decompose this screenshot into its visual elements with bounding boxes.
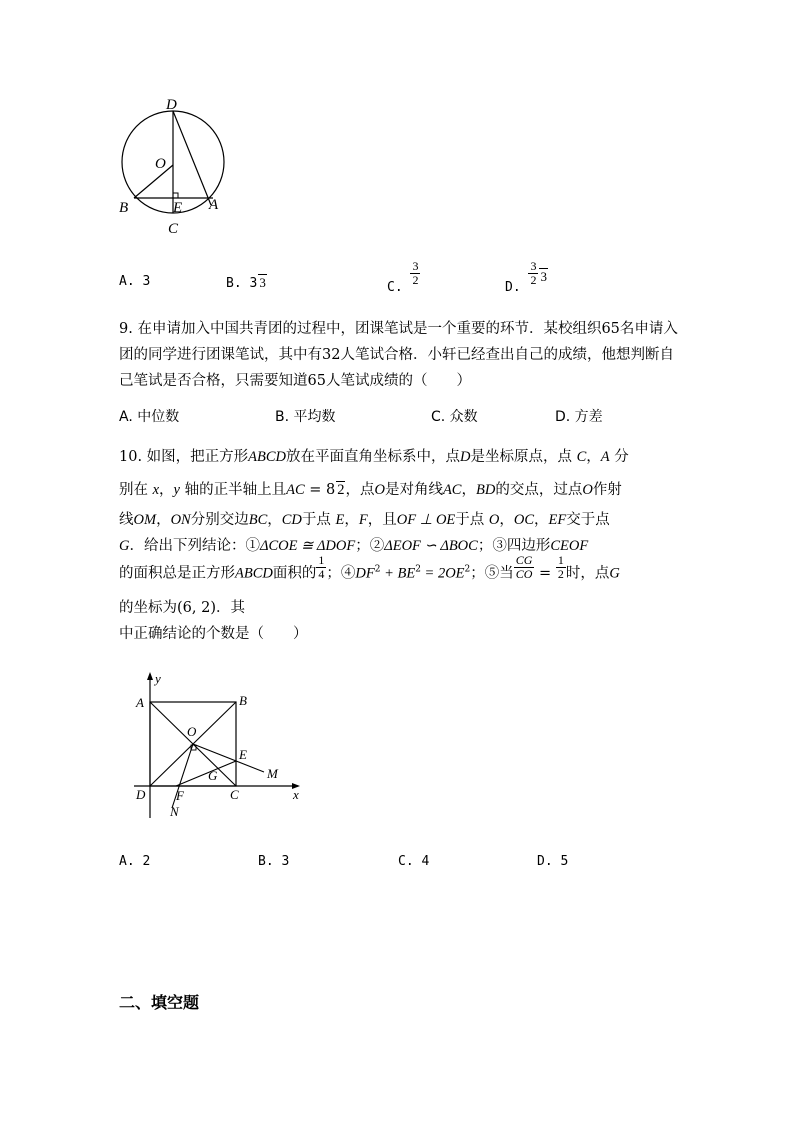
question-9: 9. 在申请加入中国共青团的过程中，团课笔试是一个重要的环节．某校组织65名申请入团的同学进行团课笔试，其中有32人笔试合格．小轩已经查出自己的成绩，他想判断自己笔试是否合格，只需要知道65人笔试成绩的（ ） xyxy=(119,321,678,389)
label-a: A xyxy=(209,197,219,213)
label-b: B xyxy=(119,200,129,216)
circle-figure xyxy=(110,95,240,240)
label-b: B xyxy=(239,693,247,708)
label-c: C xyxy=(168,221,179,237)
q9-option-b[interactable]: B. 平均数 xyxy=(275,409,336,425)
q10-line-6: 的坐标为(6, 2)．其 xyxy=(119,600,245,616)
q10-line-1: 10. 如图，把正方形ABCD放在平面直角坐标系中，点D是坐标原点，点 C，A 分 xyxy=(119,449,629,465)
label-y: y xyxy=(155,671,161,686)
ray-om xyxy=(193,744,264,772)
label-e: E xyxy=(173,200,183,216)
q9-option-c[interactable]: C. 众数 xyxy=(431,409,478,425)
label-n: N xyxy=(170,804,179,819)
q10-option-a[interactable]: A. 2 xyxy=(119,854,151,869)
segment-da xyxy=(173,111,211,205)
q10-option-b[interactable]: B. 3 xyxy=(258,854,290,869)
right-angle-mark xyxy=(173,193,178,198)
q9-option-d[interactable]: D. 方差 xyxy=(555,409,603,425)
label-o: O xyxy=(187,724,197,739)
q8-option-a[interactable]: A. 3 xyxy=(119,274,151,289)
q8-option-b[interactable]: B. 3 3 xyxy=(226,275,266,291)
q8-option-c[interactable]: C. $\frac{3}{2}$ xyxy=(387,259,419,295)
label-d: D xyxy=(136,787,146,802)
label-a: A xyxy=(136,695,144,710)
section-title: 二、填空题 xyxy=(119,993,200,1012)
label-d: D xyxy=(166,97,177,113)
q8-option-d[interactable]: D. $\frac{3}{2}$ 3 xyxy=(505,259,547,295)
label-f: F xyxy=(176,788,184,803)
q10-line-7: 中正确结论的个数是（ ） xyxy=(119,626,308,642)
q10-line-2: 别在 x，y 轴的正半轴上且AC = 8 2，点O是对角线AC，BD的交点，过点O作射 xyxy=(119,482,622,498)
square-coordinate-figure xyxy=(128,668,308,820)
q10-option-d[interactable]: D. 5 xyxy=(537,854,569,869)
q10-option-c[interactable]: C. 4 xyxy=(398,854,430,869)
q10-line-5: 的面积总是正方形ABCD面积的 $\frac{1}{4}$ ；$④DF^2 + BE^2 = 2OE^2$；⑤当 $\frac{CG}{CO}$ = $\frac{1}{2}$ 时，点G xyxy=(119,553,620,582)
label-m: M xyxy=(267,766,278,781)
label-o: O xyxy=(155,156,166,172)
q10-line-4: G．给出下列结论：①ΔCOE ≅ ΔDOF；②ΔEOF ∽ ΔBOC；③四边形CEOF xyxy=(119,538,589,554)
q9-option-a[interactable]: A. 中位数 xyxy=(119,409,180,425)
sqrt-radicand: 3 xyxy=(259,275,266,290)
segment-ef xyxy=(176,761,236,786)
label-c: C xyxy=(230,787,239,802)
label-x: x xyxy=(293,787,299,802)
y-axis-arrow xyxy=(147,672,153,680)
label-g: G xyxy=(208,768,218,783)
label-e: E xyxy=(239,747,247,762)
q10-line-3: 线OM，ON分别交边BC，CD于点 E，F，且OF ⊥ OE于点 O，OC，EF交于点 xyxy=(119,512,610,528)
segment-ob xyxy=(134,165,173,198)
